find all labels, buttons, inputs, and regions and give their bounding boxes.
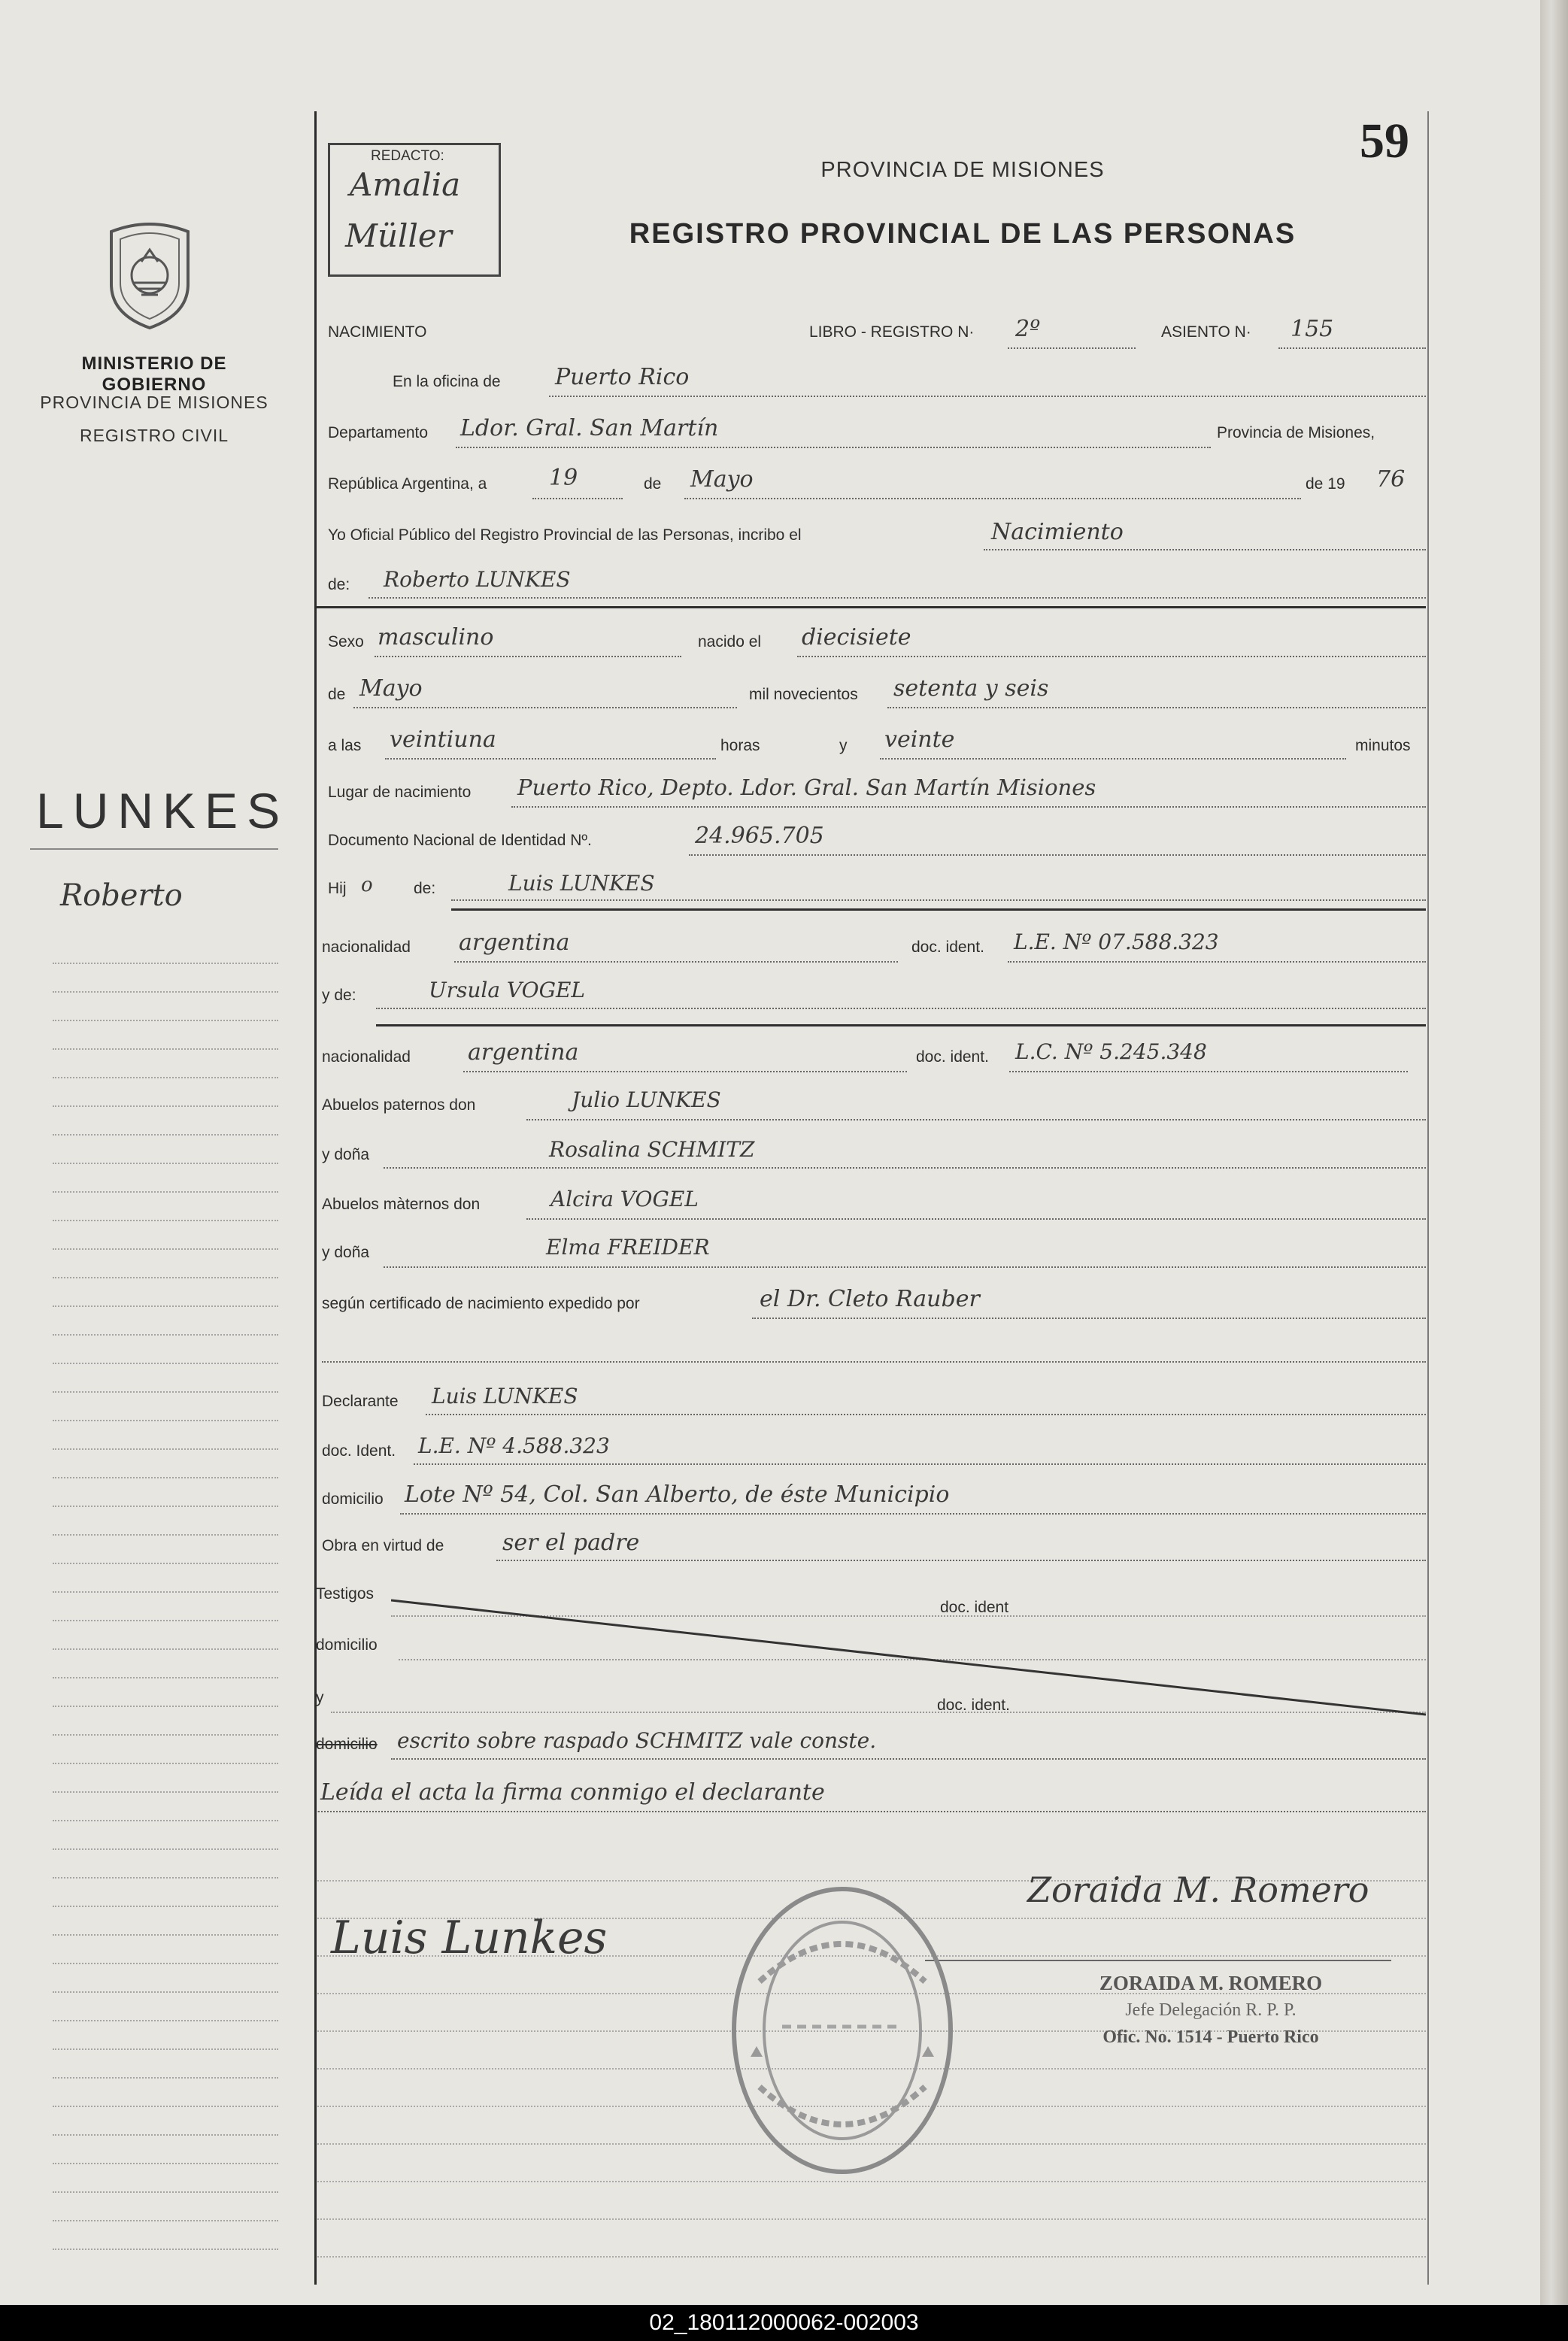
lugar-value: Puerto Rico, Depto. Ldor. Gral. San Martín Misiones bbox=[517, 775, 1096, 800]
provincial-seal-icon bbox=[104, 217, 196, 329]
declarante-signature: Luis Lunkes bbox=[331, 1912, 608, 1964]
alas-label: a las bbox=[328, 737, 362, 754]
book-binding-edge bbox=[1540, 0, 1568, 2305]
abp-don-value: Julio LUNKES bbox=[572, 1087, 721, 1112]
year-value: 76 bbox=[1376, 466, 1406, 493]
right-rule bbox=[1427, 111, 1429, 2285]
nacido-mes-value: Mayo bbox=[359, 675, 423, 702]
nombre-value: Roberto LUNKES bbox=[384, 567, 571, 592]
de2-label: de bbox=[328, 686, 346, 703]
oficial-signature: Zoraida M. Romero bbox=[1027, 1869, 1369, 1910]
docdec-label: doc. Ident. bbox=[322, 1442, 396, 1460]
margin-given-name: Roberto bbox=[60, 878, 183, 913]
republica-label: República Argentina, a bbox=[328, 475, 487, 493]
provincia-label: Provincia de Misiones, bbox=[1217, 424, 1375, 441]
minutos-value: veinte bbox=[884, 726, 955, 753]
oficina-label: En la oficina de bbox=[393, 373, 501, 390]
page-number: 59 bbox=[1360, 114, 1409, 168]
abm-dona-label: y doña bbox=[322, 1244, 370, 1261]
scan-caption: 02_180112000062-002003 bbox=[0, 2305, 1568, 2341]
domicilio2-label: domicilio bbox=[316, 1636, 378, 1654]
declarante-value: Luis LUNKES bbox=[432, 1384, 578, 1409]
domicilio-value: Lote Nº 54, Col. San Alberto, de éste Municipio bbox=[405, 1481, 950, 1508]
cert-value: el Dr. Cleto Rauber bbox=[760, 1286, 980, 1312]
sexo-value: masculino bbox=[378, 624, 494, 650]
ministry-label: MINISTERIO DE GOBIERNO bbox=[81, 353, 227, 395]
margin-surname: LUNKES bbox=[36, 783, 290, 838]
nacido-label: nacido el bbox=[698, 633, 762, 650]
abp-dona-label: y doña bbox=[322, 1146, 370, 1163]
padre-value: Luis LUNKES bbox=[508, 871, 655, 896]
testigos-label: Testigos bbox=[316, 1585, 375, 1603]
hijo-suffix: o bbox=[361, 874, 373, 896]
oficina-value: Puerto Rico bbox=[555, 364, 690, 390]
nota1-value: escrito sobre raspado SCHMITZ vale conste. bbox=[397, 1728, 877, 1753]
abp-dona-value: Rosalina SCHMITZ bbox=[549, 1137, 755, 1162]
lugar-label: Lugar de nacimiento bbox=[328, 784, 472, 801]
doc-ident-label: doc. ident bbox=[940, 1599, 1009, 1616]
de-name-label: de: bbox=[328, 576, 350, 593]
nac1-label: nacionalidad bbox=[322, 939, 411, 956]
docdec-value: L.E. Nº 4.588.323 bbox=[418, 1433, 610, 1458]
libro-label: LIBRO - REGISTRO N· bbox=[809, 323, 975, 341]
dni-label: Documento Nacional de Identidad Nº. bbox=[328, 832, 592, 849]
dni-value: 24.965.705 bbox=[695, 823, 824, 849]
doc2-value: L.C. Nº 5.245.348 bbox=[1015, 1039, 1207, 1064]
nacido-anio-value: setenta y seis bbox=[893, 675, 1049, 702]
abp-label: Abuelos paternos don bbox=[322, 1096, 476, 1114]
redacto-line2: Müller bbox=[345, 217, 452, 254]
abm-don-value: Alcira VOGEL bbox=[550, 1187, 699, 1211]
redacto-line1: Amalia bbox=[350, 166, 461, 203]
stamp-office: Ofic. No. 1514 - Puerto Rico bbox=[1102, 2027, 1319, 2047]
redacto-box bbox=[328, 143, 501, 277]
mes-value: Mayo bbox=[690, 466, 754, 493]
obra-label: Obra en virtud de bbox=[322, 1537, 444, 1554]
nacido-dia-value: diecisiete bbox=[802, 624, 911, 650]
margin-rule bbox=[314, 111, 317, 2285]
registry-stamp-icon bbox=[729, 1884, 955, 2177]
horas-label: horas bbox=[720, 737, 760, 754]
nac2-value: argentina bbox=[468, 1039, 579, 1066]
mil-label: mil novecientos bbox=[749, 686, 858, 703]
header-province: PROVINCIA DE MISIONES bbox=[820, 158, 1105, 182]
cert-label: según certificado de nacimiento expedido por bbox=[322, 1295, 640, 1312]
hijo-label: Hij bbox=[328, 880, 347, 897]
oficial-label: Yo Oficial Público del Registro Provincial de las Personas, incribo el bbox=[328, 526, 802, 544]
province-label: PROVINCIA DE MISIONES bbox=[40, 393, 268, 412]
y2-label: y bbox=[316, 1689, 324, 1706]
minutos-label: minutos bbox=[1355, 737, 1411, 754]
nota-label: domicilio bbox=[316, 1736, 378, 1753]
doc1-value: L.E. Nº 07.588.323 bbox=[1014, 929, 1219, 954]
libro-value: 2º bbox=[1015, 316, 1041, 342]
declarante-label: Declarante bbox=[322, 1393, 399, 1410]
doc-ident2-label: doc. ident. bbox=[937, 1697, 1010, 1714]
doc2-label: doc. ident. bbox=[916, 1048, 989, 1066]
nac1-value: argentina bbox=[459, 929, 570, 956]
asiento-label: ASIENTO N· bbox=[1161, 323, 1251, 341]
y-label: y bbox=[839, 737, 848, 754]
stamp-role: Jefe Delegación R. P. P. bbox=[1125, 2000, 1297, 2020]
void-strike-line bbox=[391, 1594, 1429, 1722]
dia-value: 19 bbox=[549, 465, 578, 491]
stamp-name: ZORAIDA M. ROMERO bbox=[1099, 1972, 1323, 1994]
redacto-label: REDACTO: bbox=[371, 148, 444, 164]
horas-value: veintiuna bbox=[390, 726, 496, 753]
acto-value: Nacimiento bbox=[991, 519, 1124, 545]
yde-label: y de: bbox=[322, 987, 356, 1004]
asiento-value: 155 bbox=[1290, 316, 1334, 342]
registry-label: REGISTRO CIVIL bbox=[79, 426, 229, 445]
abm-label: Abuelos màternos don bbox=[322, 1196, 481, 1213]
abm-dona-value: Elma FREIDER bbox=[546, 1235, 710, 1260]
domicilio-label: domicilio bbox=[322, 1490, 384, 1508]
departamento-value: Ldor. Gral. San Martín bbox=[460, 415, 719, 441]
madre-value: Ursula VOGEL bbox=[429, 978, 586, 1002]
header-title: REGISTRO PROVINCIAL DE LAS PERSONAS bbox=[629, 218, 1297, 250]
nac2-label: nacionalidad bbox=[322, 1048, 411, 1066]
de-label: de bbox=[644, 475, 662, 493]
doc1-label: doc. ident. bbox=[911, 939, 984, 956]
sexo-label: Sexo bbox=[328, 633, 364, 650]
departamento-label: Departamento bbox=[328, 424, 429, 441]
record-type: NACIMIENTO bbox=[328, 323, 427, 341]
nota2-value: Leída el acta la firma conmigo el declarante bbox=[320, 1779, 825, 1806]
hijo-de-label: de: bbox=[414, 880, 436, 897]
obra-value: ser el padre bbox=[502, 1530, 640, 1556]
de-year-label: de 19 bbox=[1306, 475, 1345, 493]
